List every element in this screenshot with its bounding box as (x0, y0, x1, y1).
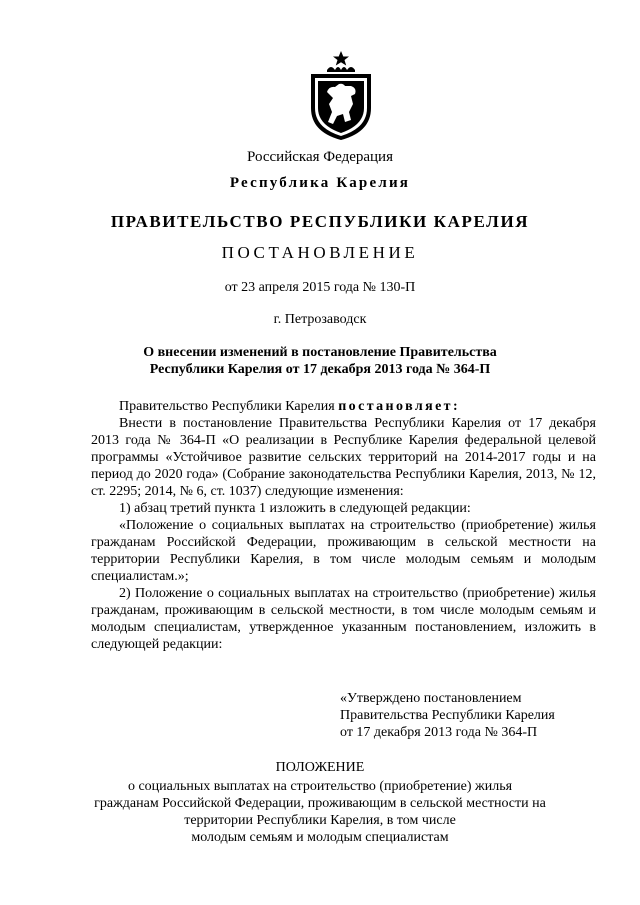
document-body (91, 398, 596, 653)
approval-line-3: от 17 декабря 2013 года № 364-П (340, 725, 538, 740)
regulation-subtitle-line-3: территории Республики Карелия, в том числе (184, 813, 456, 828)
paragraph-item-2: 2) Положение о социальных выплатах на строительство (приобретение) жилья гражданам, проживающим в сельской местности, в том числе молодым семьям и молодым специалистам, утвержденное указанным постановлением, изложить в следующей редакции: (91, 586, 596, 652)
document-subject-line-2: Республики Карелия от 17 декабря 2013 года № 364-П (149, 362, 491, 377)
regulation-subtitle-line-1: о социальных выплатах на строительство (приобретение) жилья (127, 779, 513, 794)
approval-line-1: «Утверждено постановлением (340, 691, 522, 706)
karelia-coat-of-arms-icon (303, 50, 379, 142)
regulation-title: ПОЛОЖЕНИЕ (275, 760, 365, 775)
regulation-subtitle-line-2: гражданам Российской Федерации, проживающим в сельской местности на (94, 796, 546, 811)
document-type: ПОСТАНОВЛЕНИЕ (221, 243, 419, 262)
resolve-prefix: Правительство Республики Карелия (119, 399, 339, 414)
republic-name: Республика Карелия (229, 175, 411, 191)
resolve-line (91, 398, 596, 415)
federation-name: Российская Федерация (247, 149, 393, 165)
document-subject-line-1: О внесении изменений в постановление Правительства (143, 345, 497, 360)
approval-line-2: Правительства Республики Карелия (340, 708, 555, 723)
regulation-subtitle-line-4: молодым семьям и молодым специалистам (191, 830, 449, 845)
resolve-word: постановляет: (338, 399, 461, 414)
paragraph-quote-1: «Положение о социальных выплатах на строительство (приобретение) жилья гражданам Российской Федерации, проживающим в сельской местности на территории Республики Карелия, в том числе молодым семьям и молодым специалистам.»; (91, 518, 596, 584)
document-date-number: от 23 апреля 2015 года № 130-П (224, 280, 416, 295)
government-title: ПРАВИТЕЛЬСТВО РЕСПУБЛИКИ КАРЕЛИЯ (110, 212, 530, 231)
document-city: г. Петрозаводск (273, 312, 367, 327)
paragraph-item-1: 1) абзац третий пункта 1 изложить в следующей редакции: (119, 501, 471, 516)
paragraph-amend: Внести в постановление Правительства Республики Карелия от 17 декабря 2013 года № 364-П «О реализации в Республике Карелия федеральной целевой программы «Устойчивое развитие сельских территорий на 2014-2017 годы и на период до 2020 года» (Собрание законодательства Республики Карелия, 2013, № 12, ст. 2295; 2014, № 6, ст. 1037) следующие изменения: (91, 416, 596, 499)
approval-block (340, 690, 555, 741)
